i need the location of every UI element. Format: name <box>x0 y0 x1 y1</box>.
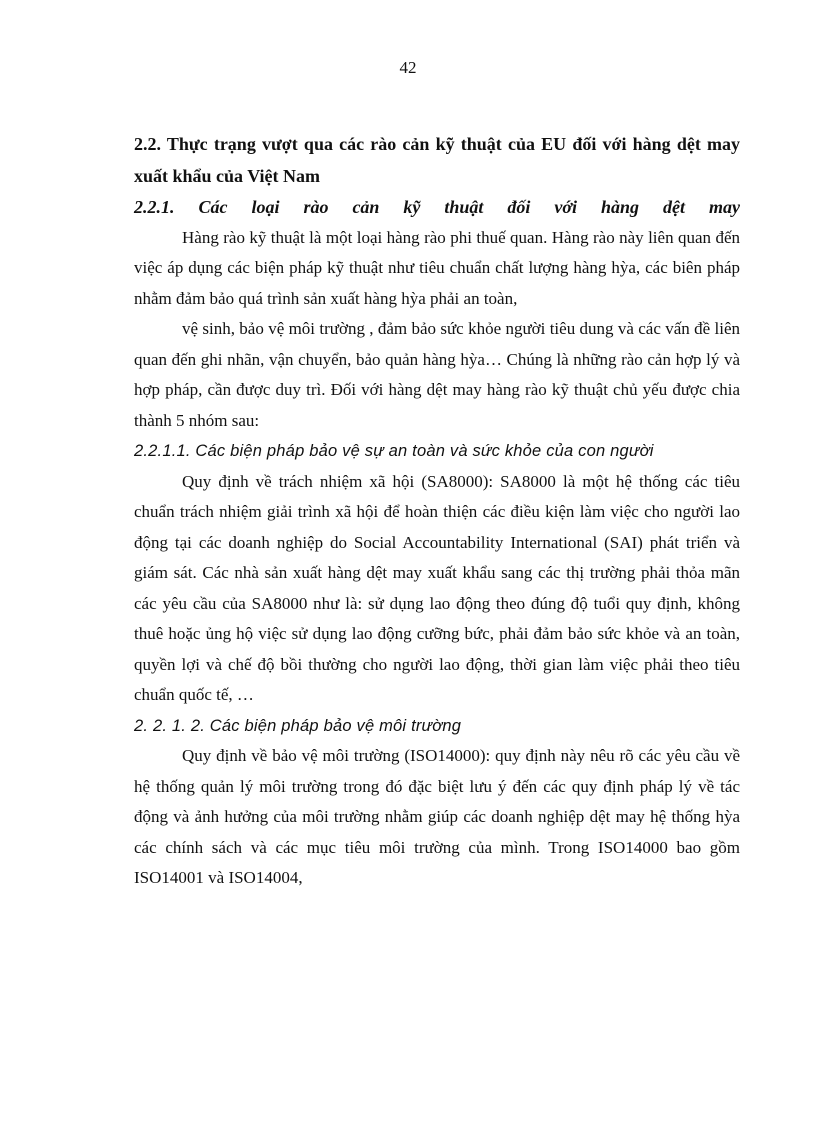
document-body <box>134 128 740 894</box>
subsubsection-heading-2: 2. 2. 1. 2. Các biện pháp bảo vệ môi trường <box>134 716 462 735</box>
page-number: 42 <box>399 58 417 77</box>
intro-paragraph-1: Hàng rào kỹ thuật là một loại hàng rào phi thuế quan. Hàng rào này liên quan đến việc áp dụng các biện pháp kỹ thuật như tiêu chuẩn chất lượng hàng hỳa, các biên pháp nhằm đảm bảo quá trình sản xuất hàng hỳa phải an toàn, <box>134 227 740 308</box>
section-heading: 2.2. Thực trạng vượt qua các rào cản kỹ thuật của EU đối với hàng dệt may xuất khẩu của Việt Nam <box>134 134 740 186</box>
sa8000-paragraph: Quy định về trách nhiệm xã hội (SA8000): SA8000 là một hệ thống các tiêu chuẩn trách nhiệm giải trình xã hội để hoàn thiện các điều kiện làm việc cho người lao động tại các doanh nghiệp do Social Accountability International (SAI) phát triển và giám sát. Các nhà sản xuất hàng dệt may xuất khẩu sang các thị trường phải thỏa mãn các yêu cầu của SA8000 như là: sử dụng lao động theo đúng độ tuổi quy định, không thuê hoặc ủng hộ việc sử dụng lao động cưỡng bức, phải đảm bảo sức khỏe và an toàn, quyền lợi và chế độ bồi thường cho người lao động, thời gian làm việc phải theo tiêu chuẩn quốc tế, … <box>134 471 740 704</box>
subsection-heading: 2.2.1. Các loại rào cản kỹ thuật đối với hàng dệt may <box>134 197 740 217</box>
subsubsection-heading-1: 2.2.1.1. Các biện pháp bảo vệ sự an toàn và sức khỏe của con người <box>134 442 654 460</box>
intro-paragraph-2: vệ sinh, bảo vệ môi trường , đảm bảo sức khỏe người tiêu dung và các vấn đề liên quan đến ghi nhãn, vận chuyển, bảo quản hàng hỳa… Chúng là những rào cản hợp lý và hợp pháp, cần được duy trì. Đối với hàng dệt may hàng rào kỹ thuật chủ yếu được chia thành 5 nhóm sau: <box>134 319 740 430</box>
iso-paragraph: Quy định về bảo vệ môi trường (ISO14000): quy định này nêu rõ các yêu cầu về hệ thống quản lý môi trường trong đó đặc biệt lưu ý đến các quy định pháp lý về tác động và ảnh hưởng của môi trường nhằm giúp các doanh nghiệp dệt may hệ thống hỳa các chính sách và các mục tiêu môi trường của mình. Trong ISO14000 bao gồm ISO14001 và ISO14004, <box>134 746 740 887</box>
